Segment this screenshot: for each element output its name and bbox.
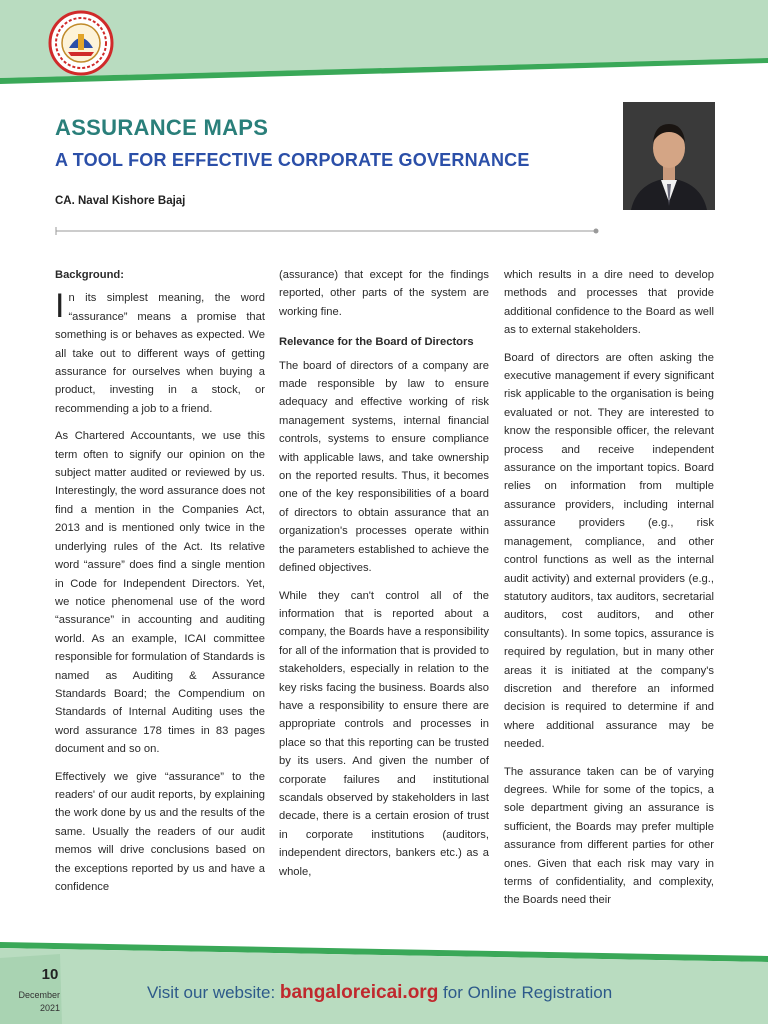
- article-subtitle: A TOOL FOR EFFECTIVE CORPORATE GOVERNANCE: [55, 150, 530, 170]
- visit-suffix: for Online Registration: [438, 983, 613, 1002]
- article-title: ASSURANCE MAPS: [55, 115, 269, 140]
- divider-rule: [55, 225, 600, 237]
- footer-band: [0, 930, 768, 1024]
- icai-emblem-icon: [48, 10, 114, 76]
- paragraph: The assurance taken can be of varying degrees. While for some of the topics, a sole department giving an assurance is sufficient, the Boards may prefer multiple assurance from different parties for other ones. Given that each risk may vary in terms of confidentiality, and complexity, the Boards need their: [504, 765, 714, 907]
- column-3: [504, 266, 714, 919]
- paragraph: The board of directors of a company are made responsible by law to ensure adequacy and effective working of risk management systems, internal financial controls, systems to ensure compliance with applicable laws, and take ownership on the reported results. Thus, it becomes one of the key responsibilities of a board of directors to obtain assurance that an organization's processes operate within the parameters established to achieve the defined objectives.: [279, 359, 489, 575]
- paragraph: While they can't control all of the information that is reported about a company, the Boards have a responsibility for all of the information that is provided to stakeholders, especially in relation to the key risks facing the business. Boards also have a responsibility to ensure there are appropriate controls and processes in place so that this reporting can be trusted by its users. And given the number of corporate failures and institutional scandals observed by stakeholders in last decade, there is a certain erosion of trust in corporate institutions (auditors, independent directors, bankers etc.) as a whole,: [279, 589, 489, 878]
- issue-month: December: [18, 990, 60, 1000]
- visit-banner: [147, 982, 612, 1004]
- header-band: [0, 0, 768, 86]
- paragraph: In its simplest meaning, the word “assurance” means a promise that something is or behaves as expected. We all take out to different ways of getting assurance for ourselves when buying a product, investing in a stock, or recommending a job to a friend.: [55, 287, 265, 415]
- author-name: CA. Naval Kishore Bajaj: [55, 195, 186, 207]
- website-link[interactable]: bangaloreicai.org: [279, 982, 439, 1003]
- issue-year: 2021: [39, 1003, 60, 1013]
- column-2: [279, 266, 489, 890]
- page-number: 10: [41, 966, 59, 983]
- paragraph: which results in a dire need to develop methods and processes that provide additional confidence to the Board as well as to external stakeholders.: [504, 269, 714, 337]
- visit-prefix: Visit our website:: [147, 983, 280, 1002]
- section-heading-background: Background:: [55, 269, 124, 281]
- paragraph: (assurance) that except for the findings reported, other parts of the system are working fine.: [279, 269, 489, 318]
- drop-cap: I: [55, 287, 65, 326]
- author-photo: [623, 102, 715, 210]
- section-heading-relevance: Relevance for the Board of Directors: [279, 336, 474, 349]
- paragraph: Effectively we give “assurance” to the readers' of our audit reports, by explaining the work done by us and the results of the same. Usually the readers of our audit memos will drive conclusions based on the exceptions reported by us and have a confidence: [55, 770, 265, 893]
- column-1: [55, 266, 265, 905]
- paragraph: As Chartered Accountants, we use this term often to signify our opinion on the subject matter audited or reviewed by us. Interestingly, the word assurance does not find a mention in the Companies Act, 2013 and is mentioned only twice in the underlying rules of the Act. Its relative word “assure” does find a single mention in Code for Independent Directors. Yet, we notice phenomenal use of the word “assurance” in accounting and auditing world. As an example, ICAI committee responsible for formulation of Standards is named as Auditing & Assurance Standards Board; the Compendium on Standards of Internal Auditing uses the word assurance 178 times in 83 pages document and so on.: [55, 430, 265, 756]
- paragraph: Board of directors are often asking the executive management if every significant risk applicable to the organisation is being evaluated or not. They are interested to know the responsible officer, the relevant process and receive independent assurance on the important topics. Board relies on information from multiple assurance providers, including internal assurance providers (e.g., risk management, compliance, and other control functions as well as the internal audit activity) and external providers (e.g., statutory auditors, tax auditors, secretarial auditors, cost auditors, and other consultants). In some topics, assurance is required by regulation, but in many other areas it is initiated at the company's discretion and therefore an informed decision is required to determine if and where additional assurance may be needed.: [504, 351, 714, 751]
